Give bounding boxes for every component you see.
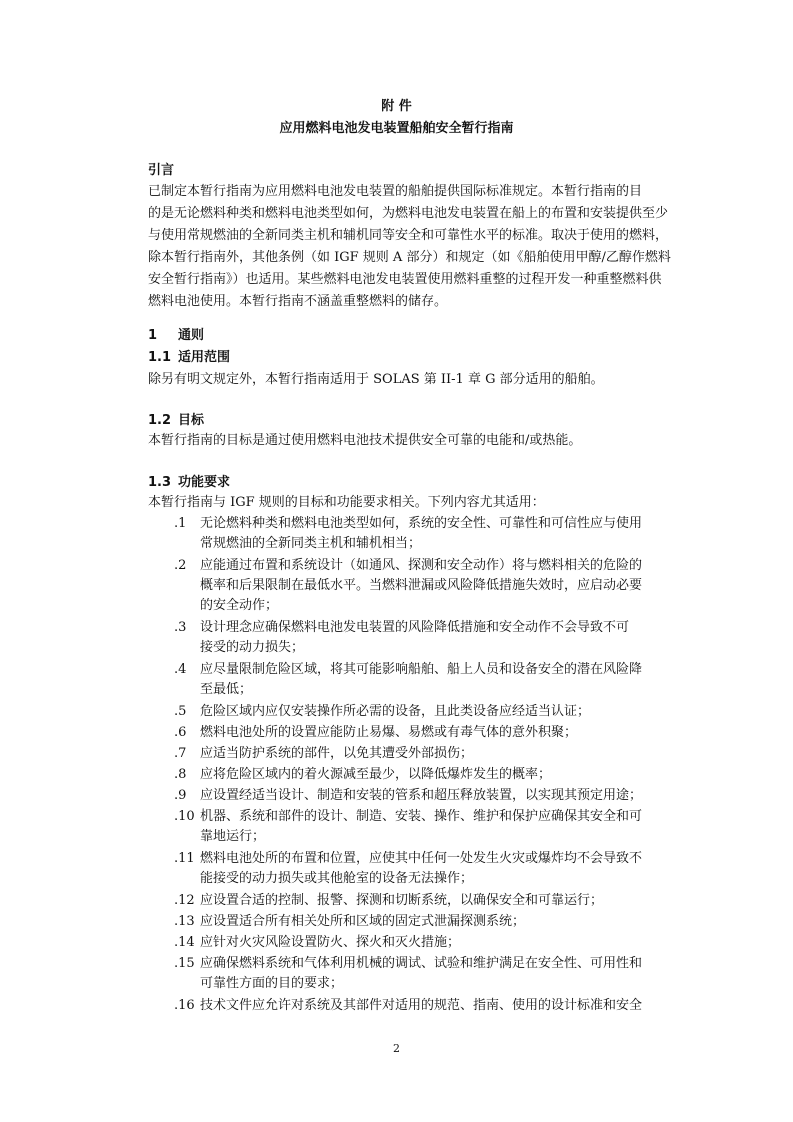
section-1-2-title: 目标 — [178, 413, 205, 428]
item-number: .4 — [174, 662, 187, 677]
item-line: 燃料电池处所的布置和位置，应使其中任何一处发生火灾或爆炸均不会导致不 — [200, 851, 643, 866]
item-number: .9 — [174, 788, 187, 803]
item-line: 概率和后果限制在最低水平。当燃料泄漏或风险降低措施失效时，应启动必要 — [200, 578, 643, 593]
section-1-1-text: 除另有明文规定外，本暂行指南适用于 SOLAS 第 II-1 章 G 部分适用的船舶。 — [148, 372, 604, 387]
item-line: 靠地运行； — [200, 829, 266, 844]
section-1-1-number: 1.1 — [148, 350, 172, 365]
item-number: .10 — [174, 809, 195, 824]
item-number: .15 — [174, 956, 195, 971]
section-1-3-intro: 本暂行指南与 IGF 规则的目标和功能要求相关。下列内容尤其适用： — [148, 495, 545, 510]
item-line: 的安全动作； — [200, 598, 279, 613]
section-1-1-title: 适用范围 — [178, 350, 231, 365]
item-number: .5 — [174, 704, 187, 719]
item-number: .16 — [174, 998, 195, 1013]
item-line: 应确保燃料系统和气体利用机械的调试、试验和维护满足在安全性、可用性和 — [200, 956, 643, 971]
item-line: 应设置经适当设计、制造和安装的管系和超压释放装置，以实现其预定用途； — [200, 788, 643, 803]
item-line: 无论燃料种类和燃料电池类型如何，系统的安全性、可靠性和可信性应与使用 — [200, 516, 643, 531]
item-line: 技术文件应允许对系统及其部件对适用的规范、指南、使用的设计标准和安全 — [200, 998, 643, 1013]
section-1-title: 通则 — [178, 328, 205, 343]
intro-line: 的是无论燃料种类和燃料电池类型如何，为燃料电池发电装置在船上的布置和安装提供至少 — [148, 206, 669, 221]
item-number: .3 — [174, 620, 187, 635]
item-number: .12 — [174, 893, 195, 908]
item-line: 可靠性方面的目的要求； — [200, 976, 344, 991]
document-title: 应用燃料电池发电装置船舶安全暂行指南 — [279, 121, 514, 136]
item-line: 危险区域内应仅安装操作所必需的设备，且此类设备应经适当认证； — [200, 704, 591, 719]
intro-line: 安全暂行指南》）也适用。某些燃料电池发电装置使用燃料重整的过程开发一种重整燃料供 — [148, 272, 662, 287]
intro-line: 与使用常规燃油的全新同类主机和辅机同等安全和可靠性水平的标准。取决于使用的燃料， — [148, 228, 669, 243]
item-number: .1 — [174, 516, 187, 531]
item-number: .2 — [174, 558, 187, 573]
section-1-3-number: 1.3 — [148, 475, 172, 490]
item-number: .14 — [174, 935, 195, 950]
section-1-3-title: 功能要求 — [178, 475, 231, 490]
intro-heading: 引言 — [148, 163, 175, 178]
item-number: .11 — [174, 851, 195, 866]
annex-label: 附 件 — [381, 99, 412, 114]
item-number: .13 — [174, 914, 195, 929]
item-line: 常规燃油的全新同类主机和辅机相当； — [200, 536, 422, 551]
item-number: .7 — [174, 746, 187, 761]
item-line: 接受的动力损失； — [200, 640, 305, 655]
item-line: 应尽量限制危险区域，将其可能影响船舶、船上人员和设备安全的潜在风险降 — [200, 662, 643, 677]
intro-line: 燃料电池使用。本暂行指南不涵盖重整燃料的储存。 — [148, 294, 448, 309]
intro-line: 除本暂行指南外，其他条例（如 IGF 规则 A 部分）和规定（如《船舶使用甲醇/乙醇作燃料 — [148, 250, 671, 265]
item-line: 能接受的动力损失或其他舱室的设备无法操作； — [200, 871, 474, 886]
item-line: 应将危险区域内的着火源减至最少，以降低爆炸发生的概率； — [200, 767, 552, 782]
item-line: 机器、系统和部件的设计、制造、安装、操作、维护和保护应确保其安全和可 — [200, 809, 643, 824]
item-number: .6 — [174, 725, 187, 740]
item-line: 应针对火灾风险设置防火、探火和灭火措施； — [200, 935, 461, 950]
item-line: 应设置适合所有相关处所和区域的固定式泄漏探测系统； — [200, 914, 526, 929]
page-number: 2 — [393, 1042, 400, 1055]
item-line: 应能通过布置和系统设计（如通风、探测和安全动作）将与燃料相关的危险的 — [200, 558, 643, 573]
item-line: 燃料电池处所的设置应能防止易爆、易燃或有毒气体的意外积聚； — [200, 725, 578, 740]
intro-line: 已制定本暂行指南为应用燃料电池发电装置的船舶提供国际标准规定。本暂行指南的目 — [148, 184, 643, 199]
section-1-2-text: 本暂行指南的目标是通过使用燃料电池技术提供安全可靠的电能和/或热能。 — [148, 433, 582, 448]
item-line: 应适当防护系统的部件，以免其遭受外部损伤； — [200, 746, 474, 761]
item-number: .8 — [174, 767, 187, 782]
item-line: 应设置合适的控制、报警、探测和切断系统，以确保安全和可靠运行； — [200, 893, 604, 908]
item-line: 至最低； — [200, 682, 253, 697]
section-1-2-number: 1.2 — [148, 413, 172, 428]
item-line: 设计理念应确保燃料电池发电装置的风险降低措施和安全动作不会导致不可 — [200, 620, 630, 635]
section-1-number: 1 — [148, 328, 158, 343]
